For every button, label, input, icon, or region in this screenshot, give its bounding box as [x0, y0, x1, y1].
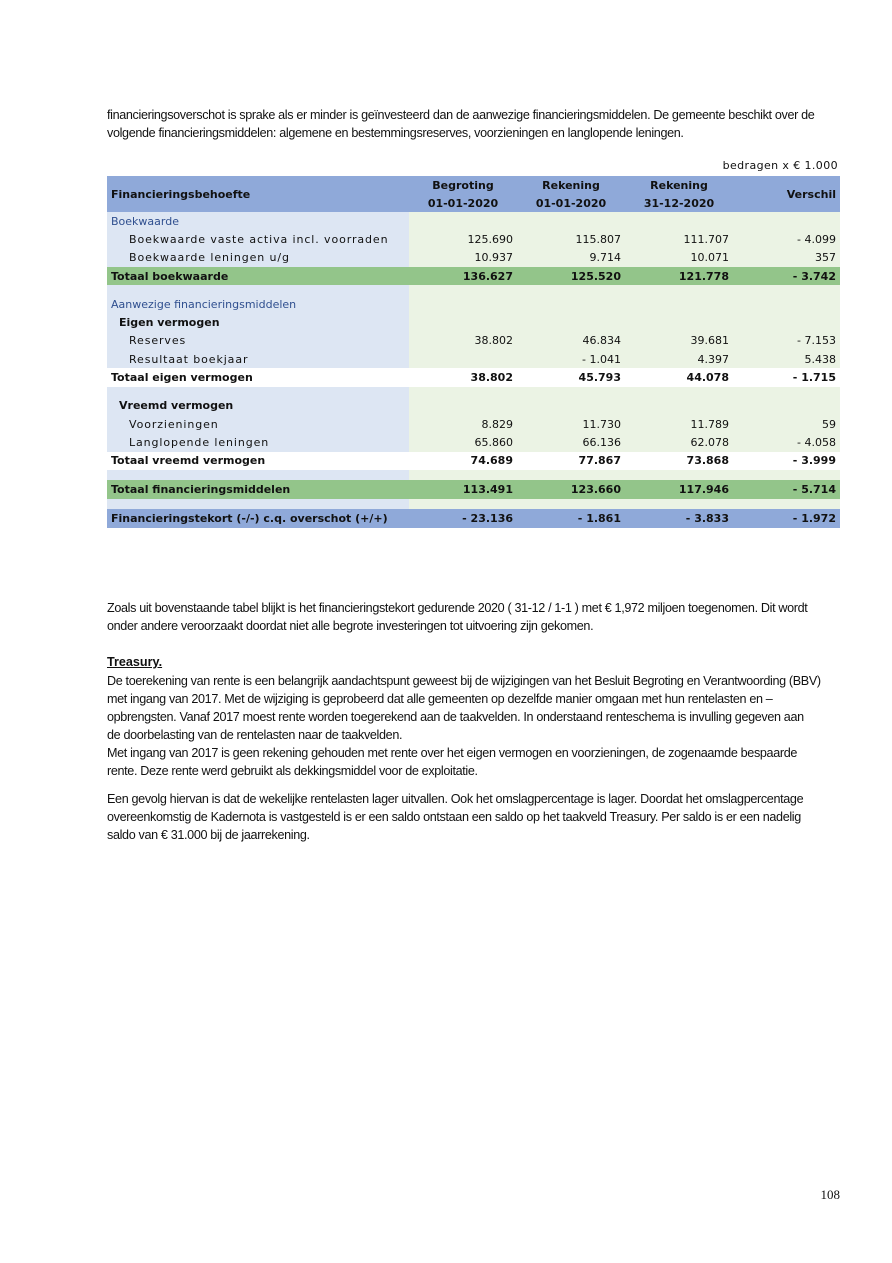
row-value: - 1.041: [517, 350, 625, 368]
row-value: [517, 295, 625, 313]
row-value: [517, 397, 625, 415]
row-value: [625, 313, 733, 331]
row-value: 62.078: [625, 433, 733, 451]
row-label: Resultaat boekjaar: [107, 350, 409, 368]
row-value: [409, 295, 517, 313]
after-table-line: Zoals uit bovenstaande tabel blijkt is het financieringstekort gedurende 2020 ( 31-12 / 1-1 ) met € 1,972 miljoen toegenomen. Dit wordt: [107, 601, 808, 615]
row-value: [517, 313, 625, 331]
header-col-top: Rekening: [625, 176, 733, 194]
row-label: Totaal financieringsmiddelen: [107, 480, 409, 499]
row-value: 121.778: [625, 267, 733, 285]
row-value: [733, 470, 840, 480]
row-value: 74.689: [409, 452, 517, 470]
row-value: [409, 387, 517, 397]
row-label: [107, 470, 409, 480]
row-label: [107, 387, 409, 397]
table-row: [107, 452, 840, 470]
row-value: 45.793: [517, 368, 625, 386]
row-value: [625, 285, 733, 295]
row-value: 9.714: [517, 249, 625, 267]
row-value: - 4.099: [733, 230, 840, 248]
row-label: [107, 499, 409, 509]
row-label: Reserves: [107, 332, 409, 350]
header-col-bottom: 31-12-2020: [625, 194, 733, 212]
header-col-bottom: 01-01-2020: [517, 194, 625, 212]
row-label: Langlopende leningen: [107, 433, 409, 451]
row-value: [517, 387, 625, 397]
row-value: [733, 397, 840, 415]
treasury-line: rente. Deze rente werd gebruikt als dekkingsmiddel voor de exploitatie.: [107, 764, 478, 778]
table-row: [107, 212, 840, 230]
row-value: 66.136: [517, 433, 625, 451]
row-value: 123.660: [517, 480, 625, 499]
row-value: [625, 387, 733, 397]
row-value: [733, 212, 840, 230]
treasury-line: de doorbelasting van de rentelasten naar de taakvelden.: [107, 728, 403, 742]
row-value: 117.946: [625, 480, 733, 499]
row-label: Financieringstekort (-/-) c.q. overschot (+/+): [107, 509, 409, 528]
row-value: 115.807: [517, 230, 625, 248]
row-value: 65.860: [409, 433, 517, 451]
row-value: 5.438: [733, 350, 840, 368]
header-col-bottom: 01-01-2020: [409, 194, 517, 212]
table-row: [107, 313, 840, 331]
row-value: - 4.058: [733, 433, 840, 451]
row-value: [409, 313, 517, 331]
row-value: [733, 295, 840, 313]
row-value: 77.867: [517, 452, 625, 470]
table-row: [107, 397, 840, 415]
table-row: [107, 387, 840, 397]
row-value: 73.868: [625, 452, 733, 470]
row-value: [517, 499, 625, 509]
row-value: [409, 212, 517, 230]
row-value: [517, 470, 625, 480]
intro-paragraph: [107, 106, 840, 142]
treasury-heading: Treasury.: [107, 655, 163, 669]
row-value: [409, 350, 517, 368]
row-value: 39.681: [625, 332, 733, 350]
row-value: 111.707: [625, 230, 733, 248]
row-value: [625, 397, 733, 415]
row-value: - 5.714: [733, 480, 840, 499]
row-value: 44.078: [625, 368, 733, 386]
table-row: [107, 230, 840, 248]
row-value: - 3.833: [625, 509, 733, 528]
row-value: [517, 212, 625, 230]
row-value: - 7.153: [733, 332, 840, 350]
table-row: [107, 499, 840, 509]
row-value: 10.071: [625, 249, 733, 267]
treasury-line: met ingang van 2017. Met de wijziging is geprobeerd dat alle gemeenten op dezelfde manier omgaan met hun rentelasten en –: [107, 692, 773, 706]
units-note: bedragen x € 1.000: [722, 159, 838, 172]
table-row: [107, 249, 840, 267]
header-label: Financieringsbehoefte: [107, 176, 409, 212]
row-label: Voorzieningen: [107, 415, 409, 433]
table-row: [107, 415, 840, 433]
treasury-paragraph-1: [107, 672, 840, 780]
row-value: - 1.972: [733, 509, 840, 528]
row-value: - 3.742: [733, 267, 840, 285]
row-label: Boekwaarde leningen u/g: [107, 249, 409, 267]
row-value: - 1.861: [517, 509, 625, 528]
row-label: Boekwaarde vaste activa incl. voorraden: [107, 230, 409, 248]
table-row: [107, 509, 840, 528]
after-table-line: onder andere veroorzaakt doordat niet alle begrote investeringen tot uitvoering zijn gekomen.: [107, 619, 594, 633]
after-table-paragraph: [107, 599, 840, 635]
row-label: Eigen vermogen: [107, 313, 409, 331]
treasury-line: opbrengsten. Vanaf 2017 moest rente worden toegerekend aan de taakvelden. In onderstaand renteschema is invulling gegeven aan: [107, 710, 804, 724]
row-value: 46.834: [517, 332, 625, 350]
table-row: [107, 368, 840, 386]
row-value: [733, 499, 840, 509]
row-value: 38.802: [409, 332, 517, 350]
treasury-line: saldo van € 31.000 bij de jaarrekening.: [107, 828, 310, 842]
row-label: Vreemd vermogen: [107, 397, 409, 415]
table-row: [107, 470, 840, 480]
row-value: [733, 387, 840, 397]
row-value: [517, 285, 625, 295]
row-value: 125.690: [409, 230, 517, 248]
table-header-row: [107, 176, 840, 194]
header-col-top: Begroting: [409, 176, 517, 194]
intro-line: financieringsoverschot is sprake als er minder is geïnvesteerd dan de aanwezige financieringsmiddelen. De gemeente beschikt over de: [107, 108, 815, 122]
table-row: [107, 285, 840, 295]
row-value: 125.520: [517, 267, 625, 285]
row-value: [625, 212, 733, 230]
row-value: 357: [733, 249, 840, 267]
row-value: 4.397: [625, 350, 733, 368]
table-row: [107, 350, 840, 368]
row-value: 10.937: [409, 249, 517, 267]
row-label: Totaal vreemd vermogen: [107, 452, 409, 470]
row-value: [733, 285, 840, 295]
row-value: 8.829: [409, 415, 517, 433]
row-value: [625, 470, 733, 480]
row-value: 136.627: [409, 267, 517, 285]
row-value: - 1.715: [733, 368, 840, 386]
row-value: 59: [733, 415, 840, 433]
table-row: [107, 332, 840, 350]
row-value: 11.789: [625, 415, 733, 433]
row-value: [625, 499, 733, 509]
table-row: [107, 295, 840, 313]
row-value: [409, 499, 517, 509]
row-label: Aanwezige financieringsmiddelen: [107, 295, 409, 313]
row-value: - 3.999: [733, 452, 840, 470]
table-row: [107, 433, 840, 451]
row-label: Boekwaarde: [107, 212, 409, 230]
table-row: [107, 480, 840, 499]
treasury-line: Een gevolg hiervan is dat de wekelijke rentelasten lager uitvallen. Ook het omslagpercentage is lager. Doordat het omslagpercentage: [107, 792, 804, 806]
financing-table: [107, 176, 840, 528]
page-number: 108: [820, 1187, 840, 1202]
header-col-top: Verschil: [733, 176, 840, 212]
treasury-line: overeenkomstig de Kadernota is vastgesteld is er een saldo ontstaan een saldo op het taakveld Treasury. Per saldo is er een nadelig: [107, 810, 801, 824]
intro-line: volgende financieringsmiddelen: algemene en bestemmingsreserves, voorzieningen en langlopende leningen.: [107, 126, 684, 140]
row-value: 38.802: [409, 368, 517, 386]
row-value: - 23.136: [409, 509, 517, 528]
row-value: 113.491: [409, 480, 517, 499]
row-value: [625, 295, 733, 313]
row-value: [409, 285, 517, 295]
header-col-top: Rekening: [517, 176, 625, 194]
row-label: [107, 285, 409, 295]
treasury-paragraph-2: [107, 790, 840, 844]
row-label: Totaal eigen vermogen: [107, 368, 409, 386]
row-value: 11.730: [517, 415, 625, 433]
row-value: [409, 470, 517, 480]
row-label: Totaal boekwaarde: [107, 267, 409, 285]
treasury-line: De toerekening van rente is een belangrijk aandachtspunt geweest bij de wijzigingen van het Besluit Begroting en Verantwoording (BBV): [107, 674, 821, 688]
row-value: [409, 397, 517, 415]
row-value: [733, 313, 840, 331]
table-row: [107, 267, 840, 285]
treasury-line: Met ingang van 2017 is geen rekening gehouden met rente over het eigen vermogen en voorzieningen, de zogenaamde bespaarde: [107, 746, 798, 760]
